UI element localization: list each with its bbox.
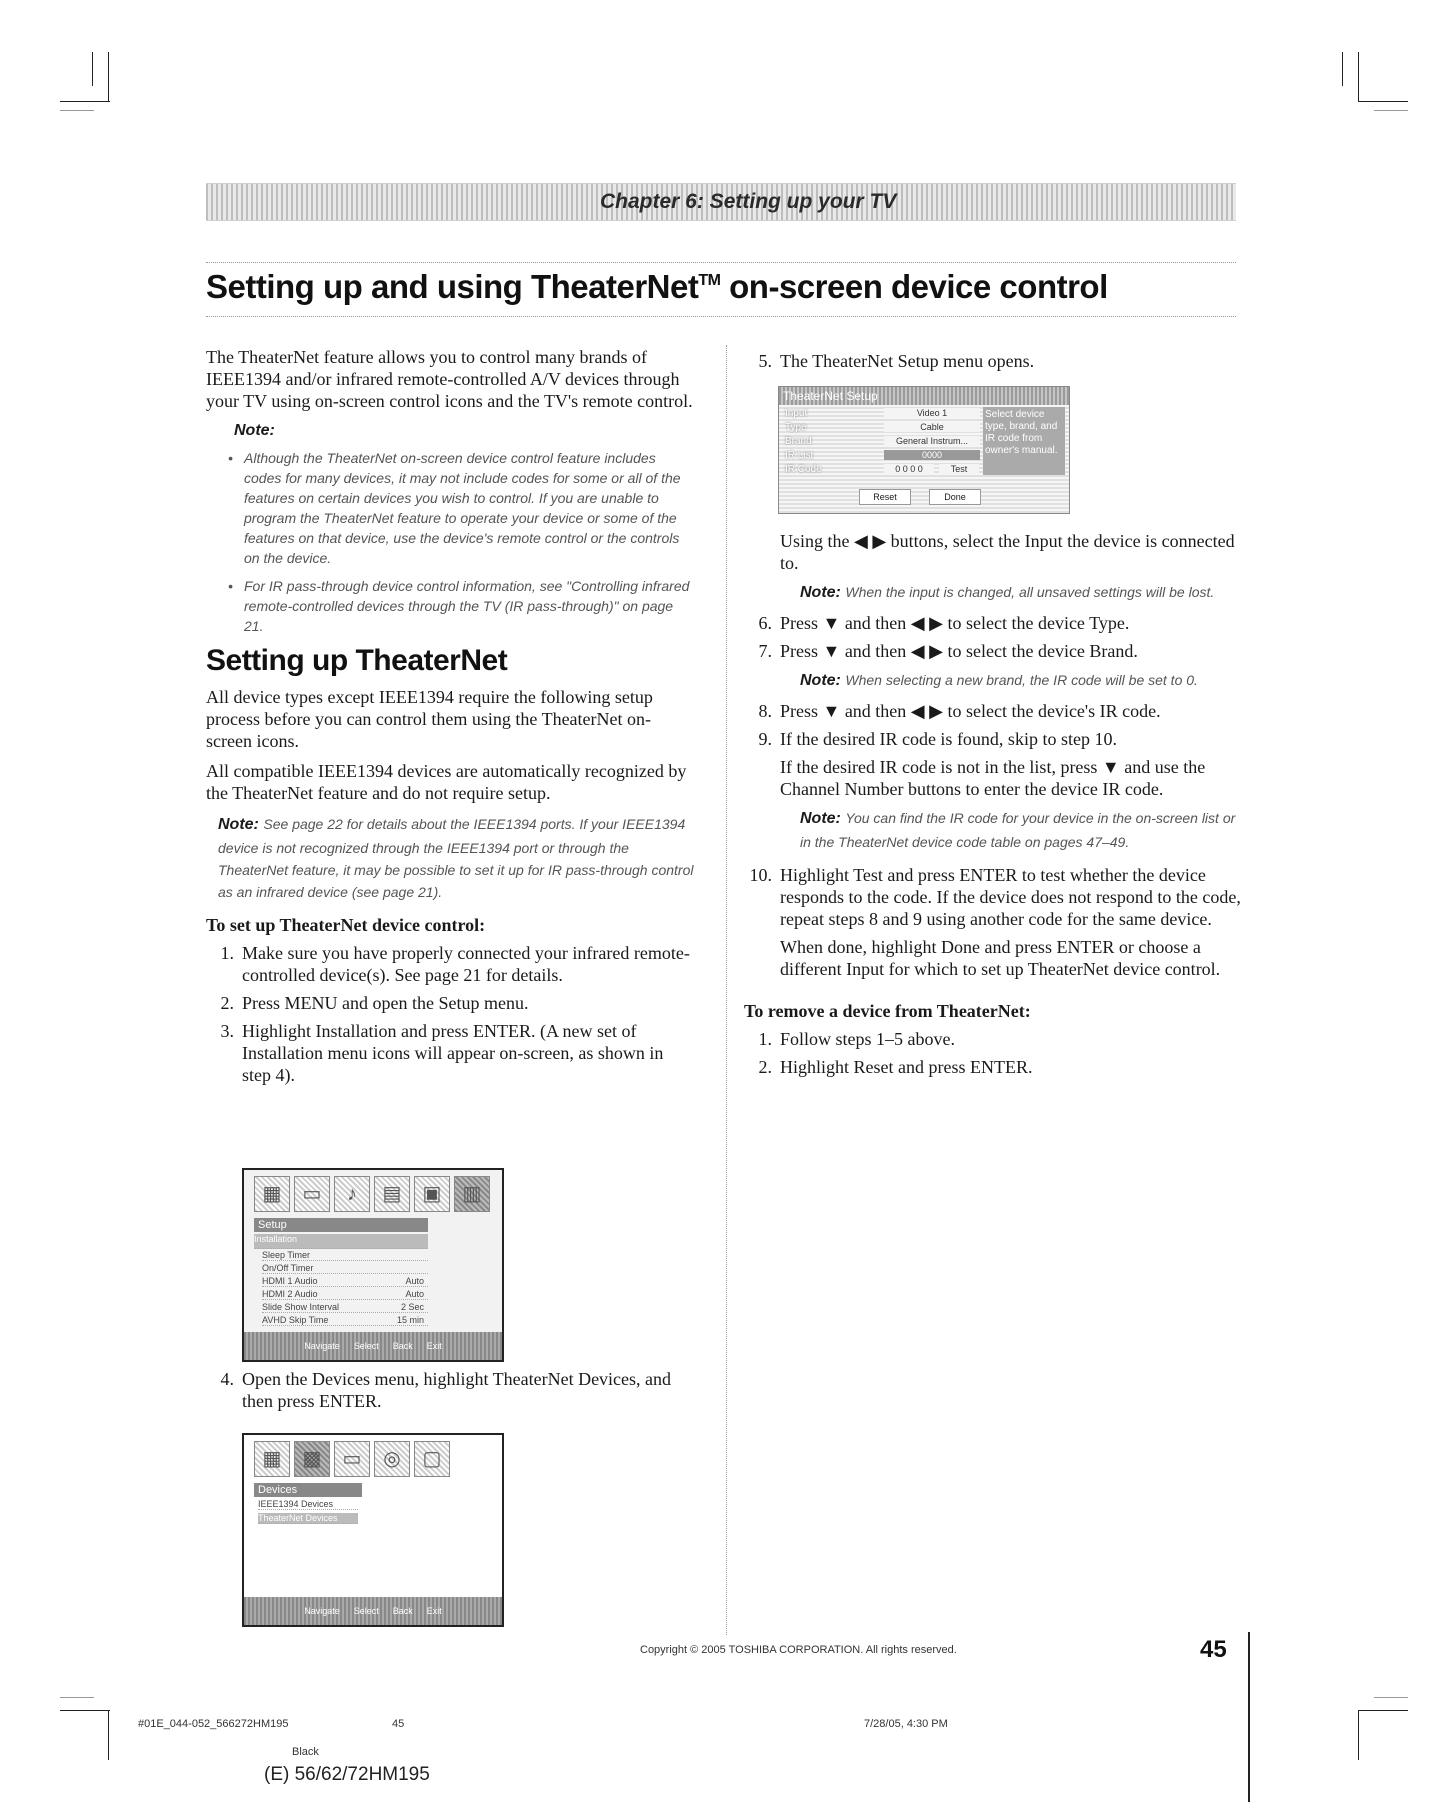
step-number: 2. xyxy=(220,993,234,1013)
step-text: Open the Devices menu, highlight TheaterNet Devices, and then press ENTER. xyxy=(242,1369,672,1411)
crop-mark xyxy=(1358,101,1408,102)
file-name: #01E_044-052_566272HM195 xyxy=(138,1718,289,1730)
step-number: 6. xyxy=(758,613,772,633)
setup-label: Input xyxy=(785,408,808,419)
menu-row xyxy=(262,1276,428,1287)
crop-mark xyxy=(60,110,94,111)
title-main: Setting up and using TheaterNet xyxy=(206,268,699,305)
note-b-heading: Note: xyxy=(800,672,841,689)
step-item xyxy=(744,864,1244,930)
step-text: Follow steps 1–5 above. xyxy=(780,1029,955,1049)
menu-footer xyxy=(244,1597,502,1625)
step-text: Press ▼ and then ◀ ▶ to select the device Type. xyxy=(780,613,1130,633)
setup-menu-title: TheaterNet Setup xyxy=(779,387,1069,405)
setup-label: Brand xyxy=(785,436,812,447)
step-text: Make sure you have properly connected your infrared remote-controlled device(s). See page 21 for details. xyxy=(242,943,690,985)
setup-value: Cable xyxy=(884,422,980,432)
setup-label: IR Code xyxy=(785,464,822,475)
setup-value: General Instrum... xyxy=(884,436,980,446)
menu-row-label: On/Off Timer xyxy=(262,1263,314,1273)
step-item xyxy=(744,350,1244,372)
crop-mark xyxy=(1358,1710,1359,1760)
step-item xyxy=(744,700,1244,722)
audio-icon: ▭ xyxy=(334,1441,370,1477)
navigate-hint: Navigate xyxy=(304,1606,340,1616)
menu-row-value: 2 Sec xyxy=(400,1302,424,1312)
menu-row xyxy=(262,1315,428,1326)
color-plate: Black xyxy=(292,1746,319,1758)
crop-mark xyxy=(1342,52,1343,86)
step-item xyxy=(206,992,696,1014)
setup-value: 0000 xyxy=(884,450,980,460)
setup-label: Type xyxy=(785,422,807,433)
reset-button: Reset xyxy=(859,489,911,505)
note-b-text: When selecting a new brand, the IR code will be set to 0. xyxy=(845,672,1198,688)
step-number: 3. xyxy=(220,1021,234,1041)
page-number: 45 xyxy=(1200,1636,1227,1663)
trademark: TM xyxy=(698,272,721,289)
lock-icon: ▣ xyxy=(414,1176,450,1212)
step-text: Highlight Installation and press ENTER. (A new set of Installation menu icons will appear on-screen, as shown in step 4). xyxy=(242,1021,664,1085)
note-a-heading: Note: xyxy=(800,584,841,601)
note-2-text: See page 22 for details about the IEEE1394 ports. If your IEEE1394 device is not recognized through the IEEE1394 port or through the TheaterNet feature, it may be possible to set it up for IR pass-through control as an infrared device (see page 21). xyxy=(218,816,694,900)
step-item xyxy=(206,942,696,986)
note-a xyxy=(800,580,1244,604)
column-divider xyxy=(726,345,727,1635)
setup-label: IR List xyxy=(785,450,814,461)
menu-title: Setup xyxy=(254,1218,428,1232)
step-text: The TheaterNet Setup menu opens. xyxy=(780,351,1035,371)
title-rule-top xyxy=(206,262,1236,263)
setup-icon: ▥ xyxy=(454,1176,490,1212)
step-text: Press ▼ and then ◀ ▶ to select the device's IR code. xyxy=(780,701,1161,721)
note-a-text: When the input is changed, all unsaved settings will be lost. xyxy=(845,584,1215,600)
title-rest: on-screen device control xyxy=(720,268,1108,305)
step-number: 1. xyxy=(758,1029,772,1049)
select-hint: Select xyxy=(353,1341,379,1351)
model-number: (E) 56/62/72HM195 xyxy=(264,1764,430,1785)
exit-hint: Exit xyxy=(426,1606,442,1616)
setup-paragraph-1: All device types except IEEE1394 require the following setup process before you can control them using the TheaterNet on-screen icons. xyxy=(206,687,653,751)
step-item xyxy=(744,1028,1244,1050)
menu-row xyxy=(262,1263,428,1274)
picture-icon: ▦ xyxy=(254,1176,290,1212)
crop-mark xyxy=(60,1710,110,1711)
crop-mark xyxy=(108,52,109,102)
page-number-rule xyxy=(1248,1632,1250,1802)
step9-continued: If the desired IR code is not in the list, press ▼ and use the Channel Number buttons to enter the device IR code. xyxy=(780,757,1206,799)
page-title xyxy=(206,268,1108,306)
step-item xyxy=(206,1020,696,1086)
menu-row-value: Auto xyxy=(405,1276,424,1286)
note-b xyxy=(800,668,1244,692)
select-hint: Select xyxy=(353,1606,379,1616)
test-button: Test xyxy=(939,464,979,474)
step-number: 8. xyxy=(758,701,772,721)
note-c xyxy=(800,806,1244,852)
note-heading: Note: xyxy=(234,422,275,439)
procedure-heading: To set up TheaterNet device control: xyxy=(206,915,486,935)
back-hint: Back xyxy=(392,1606,413,1616)
picture-icon: ▦ xyxy=(254,1441,290,1477)
setup-icon: ▢ xyxy=(414,1441,450,1477)
title-rule-bottom xyxy=(206,316,1236,317)
step-text: If the desired IR code is found, skip to step 10. xyxy=(780,729,1117,749)
note-c-heading: Note: xyxy=(800,810,841,827)
menu-row-label: HDMI 1 Audio xyxy=(262,1276,318,1286)
step10-continued: When done, highlight Done and press ENTER or choose a different Input for which to set up TheaterNet device control. xyxy=(780,937,1221,979)
menu-icon-row xyxy=(254,1441,450,1477)
step-number: 2. xyxy=(758,1057,772,1077)
menu-row xyxy=(262,1289,428,1300)
menu-icon-row xyxy=(254,1176,490,1212)
menu-title: Devices xyxy=(254,1483,362,1497)
step-text: Press MENU and open the Setup menu. xyxy=(242,993,529,1013)
using-paragraph: Using the ◀ ▶ buttons, select the Input the device is connected to. xyxy=(780,531,1235,573)
left-column-step4 xyxy=(206,1368,696,1418)
note-block xyxy=(206,420,696,636)
crop-mark xyxy=(108,1710,109,1760)
step-number: 10. xyxy=(749,865,772,885)
step-text: Highlight Test and press ENTER to test whether the device responds to the code. If the device does not respond to the code, repeat steps 8 and 9 using another code for the same device. xyxy=(780,865,1241,929)
intro-paragraph: The TheaterNet feature allows you to control many brands of IEEE1394 and/or infrared remote-controlled A/V devices through your TV using on-screen control icons and the TV's remote control. xyxy=(206,347,693,411)
left-column xyxy=(206,346,696,1092)
step-item xyxy=(744,728,1244,750)
menu-row-label: Installation xyxy=(254,1234,298,1244)
crop-mark xyxy=(1374,1697,1408,1698)
setup-menu-screenshot xyxy=(242,1168,504,1362)
note-2-heading: Note: xyxy=(218,816,259,833)
menu-row-label: HDMI 2 Audio xyxy=(262,1289,318,1299)
section-heading: Setting up TheaterNet xyxy=(206,644,508,677)
step-number: 5. xyxy=(758,351,772,371)
done-button: Done xyxy=(929,489,981,505)
menu-row-label: AVHD Skip Time xyxy=(262,1315,329,1325)
step-text: Press ▼ and then ◀ ▶ to select the device Brand. xyxy=(780,641,1138,661)
note-2 xyxy=(218,812,696,902)
step-number: 7. xyxy=(758,641,772,661)
menu-row xyxy=(262,1302,428,1313)
menu-row-label: Sleep Timer xyxy=(262,1250,311,1260)
menu-row-value: Auto xyxy=(405,1289,424,1299)
crop-mark xyxy=(1374,110,1408,111)
setup-help-text: Select device type, brand, and IR code from owner's manual. xyxy=(983,407,1065,475)
step-item xyxy=(744,1056,1244,1078)
crop-mark xyxy=(92,52,93,86)
chapter-heading: Chapter 6: Setting up your TV xyxy=(600,190,897,213)
devices-menu-screenshot xyxy=(242,1433,504,1627)
navigate-hint: Navigate xyxy=(304,1341,340,1351)
crop-mark xyxy=(1358,52,1359,102)
menu-row-label: IEEE1394 Devices xyxy=(258,1499,334,1509)
right-column-top xyxy=(744,350,1244,378)
file-page: 45 xyxy=(392,1718,405,1730)
menu-row xyxy=(258,1513,358,1524)
remove-heading: To remove a device from TheaterNet: xyxy=(744,1001,1031,1021)
back-hint: Back xyxy=(392,1341,413,1351)
menu-footer xyxy=(244,1332,502,1360)
setup-value: Video 1 xyxy=(884,408,980,418)
menu-row-label: Slide Show Interval xyxy=(262,1302,340,1312)
right-column xyxy=(744,530,1244,1084)
note-c-text: You can find the IR code for your device in the on-screen list or in the TheaterNet device code table on pages 47–49. xyxy=(800,810,1236,850)
audio-icon: ♪ xyxy=(334,1176,370,1212)
step-number: 4. xyxy=(220,1369,234,1389)
crop-mark xyxy=(1358,1710,1408,1711)
crop-mark xyxy=(60,101,110,102)
step-text: Highlight Reset and press ENTER. xyxy=(780,1057,1033,1077)
step-item xyxy=(206,1368,696,1412)
menu-row-value: 15 min xyxy=(396,1315,424,1325)
theaternet-setup-screenshot xyxy=(778,386,1070,514)
timer-icon: ◎ xyxy=(374,1441,410,1477)
menu-row-label: TheaterNet Devices xyxy=(258,1513,338,1523)
menu-row xyxy=(258,1499,358,1510)
menu-row xyxy=(262,1250,428,1261)
setup-value: 0 0 0 0 xyxy=(884,464,934,474)
print-date: 7/28/05, 4:30 PM xyxy=(864,1718,948,1730)
crop-mark xyxy=(60,1697,94,1698)
menu-row xyxy=(254,1234,428,1249)
step-number: 1. xyxy=(220,943,234,963)
setup-paragraph-2: All compatible IEEE1394 devices are automatically recognized by the TheaterNet feature and do not require setup. xyxy=(206,761,687,803)
exit-hint: Exit xyxy=(426,1341,442,1351)
note-bullet: • Although the TheaterNet on-screen device control feature includes codes for many devices, it may not include codes for some or all of the features on certain devices you wish to control. If you are unable to program the TheaterNet feature to operate your device or some of the features on that device, use the device's remote control or the controls on the device. xyxy=(226,448,696,568)
copyright: Copyright © 2005 TOSHIBA CORPORATION. All rights reserved. xyxy=(640,1644,957,1656)
step-number: 9. xyxy=(758,729,772,749)
devices-icon: ▩ xyxy=(294,1441,330,1477)
step-item xyxy=(744,640,1244,662)
step-item xyxy=(744,612,1244,634)
note-bullet: • For IR pass-through device control information, see "Controlling infrared remote-controlled devices through the TV (IR pass-through)" on page 21. xyxy=(226,576,696,636)
screen-icon: ▭ xyxy=(294,1176,330,1212)
preferences-icon: ▤ xyxy=(374,1176,410,1212)
